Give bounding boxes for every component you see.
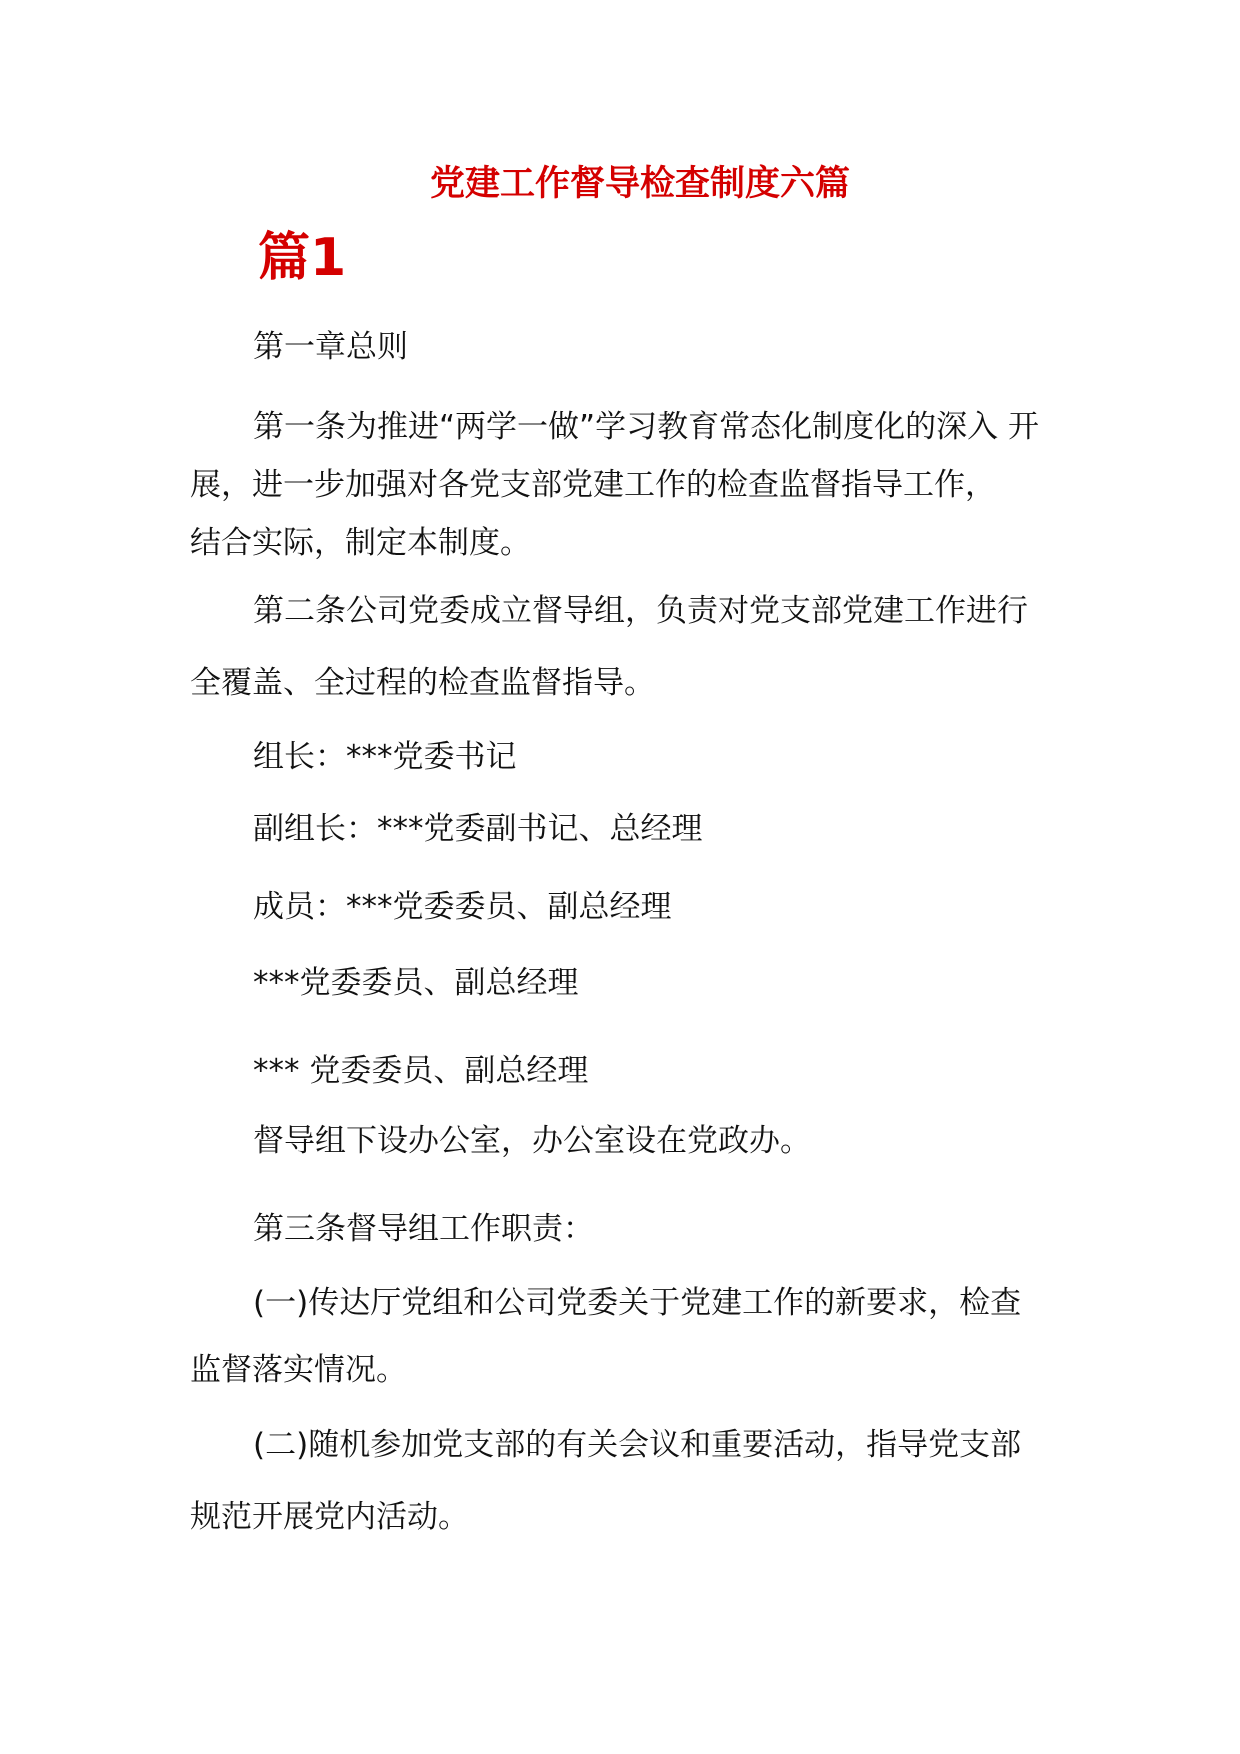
deputy-leader-line: 副组长：***党委副书记、总经理	[253, 811, 703, 847]
article-1-line-1: 第一条为推进“两学一做”学习教育常态化制度化的深入 开	[253, 409, 1039, 445]
article-1-line-3: 结合实际，制定本制度。	[190, 525, 531, 561]
group-leader-line: 组长：***党委书记	[253, 739, 517, 775]
duty-2-line-1: (二)随机参加党支部的有关会议和重要活动，指导党支部	[253, 1427, 1022, 1463]
section-heading: 篇1	[258, 228, 347, 288]
article-1-line-2: 展，进一步加强对各党支部党建工作的检查监督指导工作，	[190, 467, 996, 503]
article-3-heading: 第三条督导组工作职责：	[253, 1211, 594, 1247]
member-line-2: ***党委委员、副总经理	[253, 965, 579, 1001]
member-line-1: 成员：***党委委员、副总经理	[253, 889, 672, 925]
article-2-line-1: 第二条公司党委成立督导组，负责对党支部党建工作进行	[253, 593, 1028, 629]
article-2-line-2: 全覆盖、全过程的检查监督指导。	[190, 665, 655, 701]
duty-2-line-2: 规范开展党内活动。	[190, 1499, 469, 1535]
office-line: 督导组下设办公室，办公室设在党政办。	[253, 1123, 811, 1159]
duty-1-line-1: (一)传达厅党组和公司党委关于党建工作的新要求，检查	[253, 1285, 1022, 1321]
member-line-3: *** 党委委员、副总经理	[253, 1053, 589, 1089]
document-title: 党建工作督导检查制度六篇	[430, 164, 851, 204]
duty-1-line-2: 监督落实情况。	[190, 1352, 407, 1388]
chapter-heading: 第一章总则	[253, 329, 408, 365]
